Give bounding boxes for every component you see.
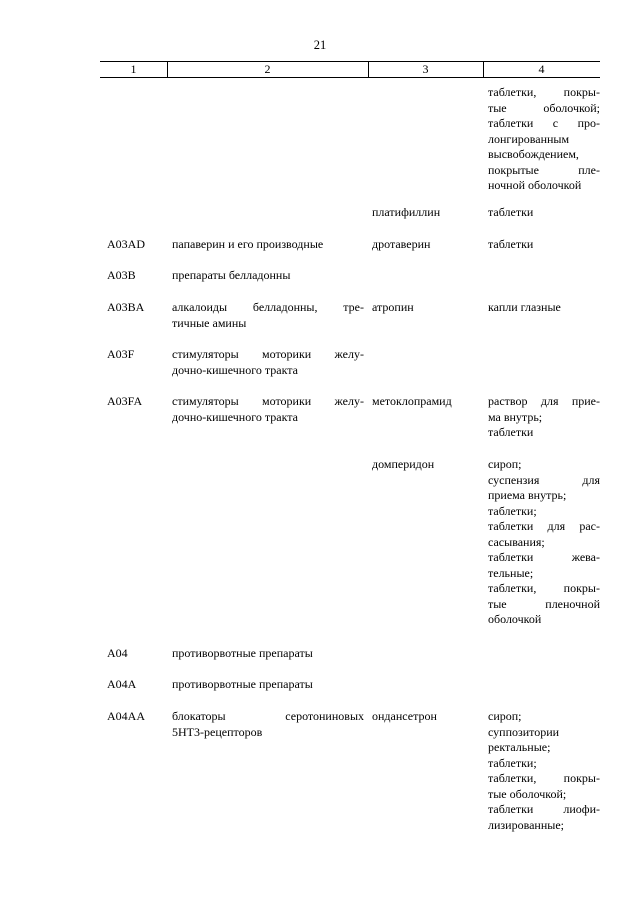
- dosage-form-line: таблетки лиофи-: [488, 802, 600, 816]
- atc-code: A03FA: [107, 394, 143, 408]
- dosage-form-line: таблетки, покры-: [488, 581, 600, 595]
- dosage-form-line: тые оболочкой;: [488, 786, 567, 801]
- dosage-form-line: ректальные;: [488, 740, 551, 754]
- column-header-1: 1: [130, 62, 137, 76]
- dosage-form-line: таблетки для рас-: [488, 519, 600, 533]
- column-header-4: 4: [538, 62, 545, 76]
- table-header: [100, 61, 600, 78]
- dosage-form-line: таблетки: [488, 205, 534, 219]
- dosage-form-line: таблетки жева-: [488, 550, 600, 564]
- atc-code: A04: [107, 646, 128, 660]
- dosage-form-line: сироп;: [488, 709, 522, 723]
- group-line: дочно-кишечного тракта: [172, 362, 298, 377]
- drug-name: платифиллин: [372, 205, 441, 219]
- drug-name: ондансетрон: [372, 709, 437, 723]
- atc-code: A03BA: [107, 300, 145, 314]
- group-line: папаверин и его производные: [172, 237, 324, 251]
- column-header-3: 3: [422, 62, 429, 76]
- group-line: стимуляторы моторики желу-: [172, 347, 364, 361]
- dosage-form-line: сасывания;: [488, 534, 545, 549]
- dosage-form-line: суппозитории: [488, 724, 560, 739]
- group-line: 5HT3-рецепторов: [172, 724, 263, 739]
- dosage-forms: [488, 237, 600, 253]
- dosage-form-line: таблетки, покры-: [488, 85, 600, 99]
- dosage-form-line: таблетки;: [488, 755, 537, 770]
- group-line: противорвотные препараты: [172, 677, 313, 691]
- dosage-form-line: оболочкой: [488, 612, 542, 626]
- dosage-forms: [488, 709, 600, 833]
- dosage-forms: [488, 85, 600, 194]
- atc-code: A04AA: [107, 709, 145, 723]
- dosage-forms: [488, 300, 600, 316]
- atc-code: A04A: [107, 677, 137, 691]
- drug-name: атропин: [372, 300, 414, 314]
- dosage-form-line: тельные;: [488, 565, 534, 580]
- dosage-forms: [488, 394, 600, 441]
- group-line: блокаторы серотониновых: [172, 709, 364, 723]
- dosage-form-line: ма внутрь;: [488, 409, 543, 424]
- group-line: препараты белладонны: [172, 268, 291, 282]
- anatomical-group: [172, 646, 364, 662]
- dosage-form-line: таблетки;: [488, 503, 537, 518]
- dosage-form-line: лизированные;: [488, 817, 564, 832]
- anatomical-group: [172, 394, 364, 425]
- dosage-form-line: покрытые пле-: [488, 162, 600, 177]
- dosage-form-line: тые оболочкой;: [488, 100, 600, 115]
- anatomical-group: [172, 268, 364, 284]
- atc-code: A03B: [107, 268, 136, 282]
- group-line: стимуляторы моторики желу-: [172, 394, 364, 408]
- anatomical-group: [172, 677, 364, 693]
- dosage-form-line: таблетки, покры-: [488, 771, 600, 785]
- dosage-form-line: капли глазные: [488, 300, 561, 314]
- group-line: дочно-кишечного тракта: [172, 409, 298, 424]
- dosage-form-line: сироп;: [488, 457, 522, 471]
- group-line: тичные амины: [172, 315, 247, 330]
- atc-code: A03AD: [107, 237, 145, 251]
- dosage-form-line: таблетки: [488, 425, 534, 439]
- dosage-forms: [488, 205, 600, 221]
- drug-name: дротаверин: [372, 237, 431, 251]
- dosage-form-line: тые пленочной: [488, 596, 600, 611]
- column-header-2: 2: [264, 62, 271, 76]
- anatomical-group: [172, 347, 364, 378]
- dosage-forms: [488, 457, 600, 628]
- drug-name: метоклопрамид: [372, 394, 452, 408]
- anatomical-group: [172, 300, 364, 331]
- drug-name: домперидон: [372, 457, 435, 471]
- dosage-form-line: приема внутрь;: [488, 488, 567, 502]
- anatomical-group: [172, 709, 364, 740]
- dosage-form-line: таблетки: [488, 237, 534, 251]
- group-line: противорвотные препараты: [172, 646, 313, 660]
- dosage-form-line: таблетки с про-: [488, 116, 600, 130]
- page-number: 21: [313, 38, 327, 52]
- dosage-form-line: ночной оболочкой: [488, 178, 582, 192]
- dosage-form-line: высвобождением,: [488, 147, 579, 161]
- anatomical-group: [172, 237, 364, 253]
- dosage-form-line: суспензия для: [488, 472, 600, 487]
- group-line: алкалоиды белладонны, тре-: [172, 300, 364, 314]
- atc-code: A03F: [107, 347, 135, 361]
- dosage-form-line: раствор для прие-: [488, 394, 600, 408]
- dosage-form-line: лонгированным: [488, 131, 570, 146]
